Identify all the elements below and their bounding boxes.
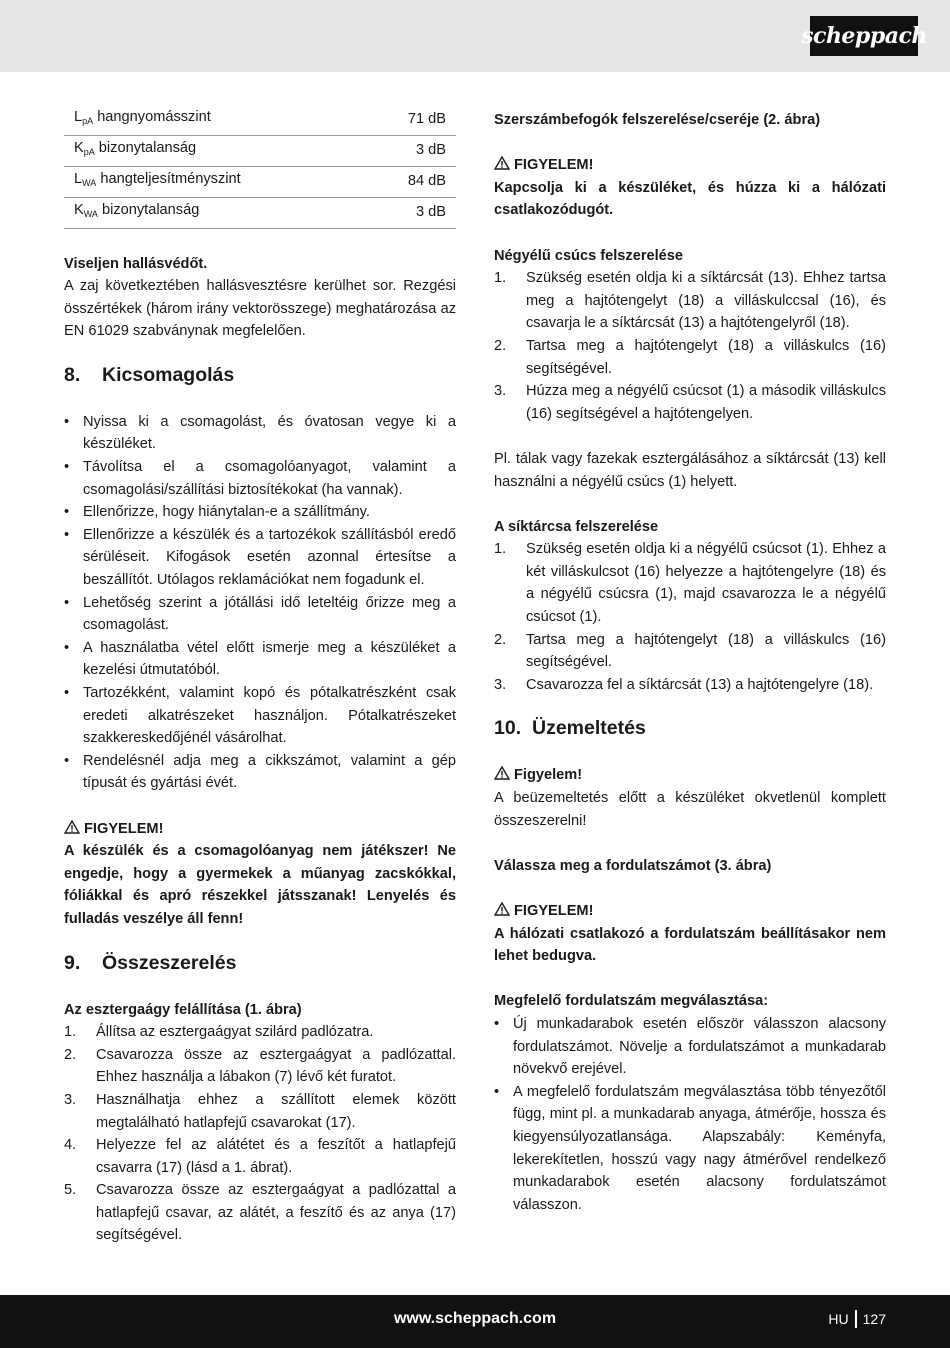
faceplate-steps	[494, 538, 886, 696]
spec-label: $L_{WA}$ hangteljesítményszint	[64, 166, 363, 197]
warning-title: FIGYELEM!	[64, 818, 456, 841]
list-item: • A használatba vétel előtt ismerje meg a készüléket a kezelési útmutatóból.	[64, 637, 456, 682]
brand-logo	[801, 16, 927, 56]
table-row	[64, 166, 456, 197]
warning-text: A készülék és a csomagolóanyag nem játékszer! Ne engedje, hogy a gyermekek a műanyag zacskókkal, fóliákkal és apró részekkel játsszanak! Lenyelés és fulladás veszélye áll fenn!	[64, 843, 456, 927]
list-item: • Lehetőség szerint a jótállási idő leteltéig őrizze meg a csomagolást.	[64, 592, 456, 637]
list-item: 4. Helyezze fel az alátétet és a feszítőt a hatlapfejű csavarra (17) (lásd a 1. ábrat).	[64, 1137, 456, 1176]
table-row	[64, 135, 456, 166]
faceplate-title: A síktárcsa felszerelése	[494, 518, 659, 535]
warning-text: A beüzemeltetés előtt a készüléket okvetlenül komplett összeszerelni!	[494, 790, 886, 829]
list-item: • Nyissa ki a csomagolást, és óvatosan vegye ki a készüléket.	[64, 411, 456, 456]
noise-spec-table	[64, 104, 456, 229]
list-item: 3. Csavarozza fel a síktárcsát (13) a hajtótengelyre (18).	[494, 676, 874, 693]
table-row	[64, 104, 456, 135]
list-item: 2. Csavarozza össze az esztergaágyat a padlózattal. Ehhez használja a lábakon (7) lévő két furatot.	[64, 1046, 456, 1086]
footer-separator	[855, 1310, 857, 1328]
logo-text: scheppach	[801, 22, 927, 49]
spec-label: $K_{WA}$ bizonytalanság	[64, 197, 363, 228]
footer-page-number: 127	[862, 1311, 886, 1327]
list-item: • Rendelésnél adja meg a cikkszámot, valamint a gép típusát és gyártási évét.	[64, 750, 456, 795]
faceplate-note: Pl. tálak vagy fazekak esztergálásához a síktárcsát (13) kell használni a négyélű csúcs (1) helyett.	[494, 450, 886, 490]
list-item: • A megfelelő fordulatszám megválasztása több tényezőtől függ, mint pl. a munkadarab anyaga, átmérője, hossza és kiegyensúlyozatlansága. Alapszabály: Keményfa, lekerekítetlen, hosszú vagy nagy átmérővel rendelkező munkadarabok esetén alacsony fordulatszámot válasszon.	[494, 1081, 886, 1217]
list-item: • Távolítsa el a csomagolóanyagot, valamint a csomagolási/szállítási biztosítékokat (ha vannak).	[64, 456, 456, 501]
list-item: 3. Húzza meg a négyélű csúcsot (1) a második villáskulcs (16) segítségével a hajtótengelyen.	[494, 383, 886, 422]
list-item: 1. Szükség esetén oldja ki a síktárcsát (13). Ehhez tartsa meg a hajtótengelyt (18) a villáskulccsal (16), és csavarja le a síktárcsát (13) a hajtótengelyről (18).	[494, 270, 886, 332]
warning-text: A hálózati csatlakozó a fordulatszám beállításakor nem lehet bedugva.	[494, 925, 886, 965]
unpacking-list	[64, 411, 456, 795]
hearing-text: A zaj következtében hallásvesztésre kerülhet sor. Rezgési összértékek (három irány vektorösszege) meghatározása az EN 61029 szabványnak megfelelően.	[64, 278, 456, 340]
footer-language: HU	[828, 1311, 849, 1327]
list-item: 1. Állítsa az esztergaágyat szilárd padlózatra.	[64, 1024, 374, 1041]
list-item: 5. Csavarozza össze az esztergaágyat a padlózattal a hatlapfejű csavar, az alátét, a feszítő és az anya (17) segítségével.	[64, 1182, 456, 1244]
four-prong-steps	[494, 267, 886, 425]
warning-text: Kapcsolja ki a készüléket, és húzza ki a hálózati csatlakozódugót.	[494, 179, 886, 219]
four-prong-title: Négyélű csúcs felszerelése	[494, 247, 684, 264]
list-item: • Új munkadarabok esetén először válasszon alacsony fordulatszámot. Növelje a fordulatszámot a munkadarab növekvő erejével.	[494, 1013, 886, 1081]
list-item: 2. Tartsa meg a hajtótengelyt (18) a villáskulcs (16) segítségével.	[494, 631, 886, 671]
warning-title: Figyelem!	[494, 764, 886, 787]
spec-value: 84 dB	[363, 166, 456, 197]
list-item: 3. Használhatja ehhez a szállított elemek között megtalálható hatlapfejű csavarokat (17).	[64, 1091, 456, 1131]
warning-icon	[494, 766, 510, 780]
list-item: • Tartozékként, valamint kopó és pótalkatrészként csak eredeti alkatrészeket használjon. Pótalkatrészeket szakkereskedőjénél vásárolhat.	[64, 682, 456, 750]
warning-title: FIGYELEM!	[494, 900, 886, 923]
section-10-heading: 10. Üzemeltetés	[494, 717, 646, 740]
warning-title: FIGYELEM!	[494, 154, 886, 177]
right-column	[494, 109, 886, 1216]
spec-value: 3 dB	[363, 197, 456, 228]
list-item: 1. Szükség esetén oldja ki a négyélű csúcsot (1). Ehhez a két villáskulcsot (16) helyezze a hajtótengelyre (18) és a négyélű csúcsra (1), majd csavarozza le a négyélű csúcsot (1).	[494, 541, 886, 626]
spec-value: 3 dB	[363, 135, 456, 166]
hearing-title: Viseljen hallásvédőt.	[64, 255, 208, 272]
warning-icon	[64, 820, 80, 834]
assembly-subtitle: Az esztergaágy felállítása (1. ábra)	[64, 1001, 302, 1018]
spec-value: 71 dB	[363, 104, 456, 135]
tool-holder-title: Szerszámbefogók felszerelése/cseréje (2. ábra)	[494, 112, 821, 128]
spec-label: $L_{pA}$ hangnyomásszint	[64, 104, 363, 135]
correct-speed-list	[494, 1013, 886, 1216]
correct-speed-title: Megfelelő fordulatszám megválasztása:	[494, 993, 769, 1010]
warning-icon	[494, 902, 510, 916]
list-item: 2. Tartsa meg a hajtótengelyt (18) a villáskulcs (16) segítségével.	[494, 337, 886, 377]
left-column	[64, 104, 456, 1247]
footer-page-indicator	[828, 1308, 886, 1330]
warning-icon	[494, 156, 510, 170]
footer-url: www.scheppach.com	[393, 1310, 557, 1327]
assembly-steps	[64, 1021, 456, 1247]
section-8-heading: 8. Kicsomagolás	[64, 363, 235, 386]
list-item: • Ellenőrizze, hogy hiánytalan-e a szállítmány.	[64, 501, 456, 524]
spec-label: $K_{pA}$ bizonytalanság	[64, 135, 363, 166]
list-item: • Ellenőrizze a készülék és a tartozékok szállításból eredő sérüléseit. Kifogások esetén azonnal értesítse a beszállítót. Utólagos reklamációkat nem fogadunk el.	[64, 524, 456, 592]
speed-title: Válassza meg a fordulatszámot (3. ábra)	[494, 857, 772, 874]
section-9-heading: 9. Összeszerelés	[64, 951, 237, 974]
table-row	[64, 197, 456, 228]
